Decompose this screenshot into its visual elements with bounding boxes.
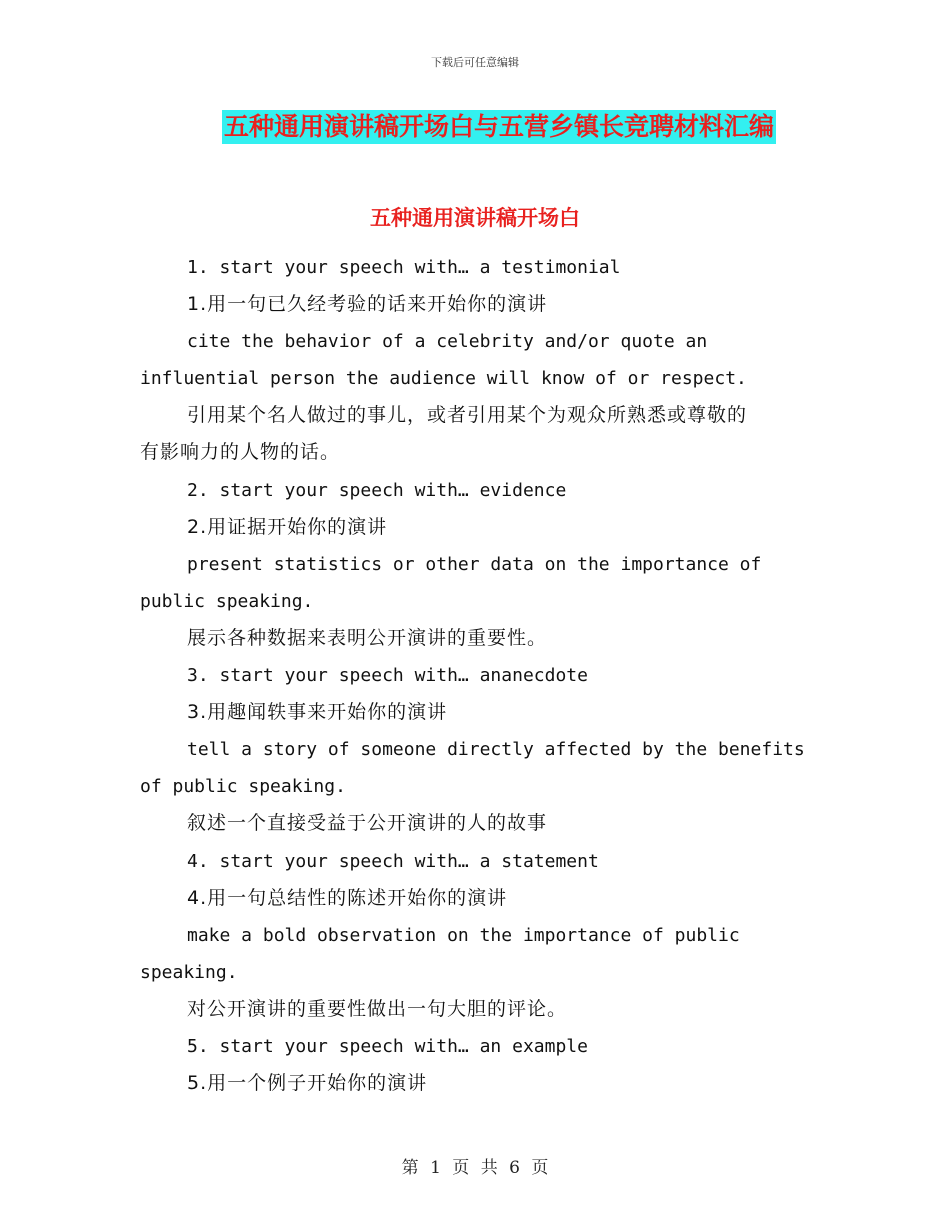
paragraph-line: 5.用一个例子开始你的演讲 xyxy=(187,1072,428,1095)
paragraph-line: 3. start your speech with… ananecdote xyxy=(187,665,588,687)
paragraph-line: 展示各种数据来表明公开演讲的重要性。 xyxy=(187,626,548,649)
page-header-note: 下载后可任意编辑 xyxy=(431,56,519,69)
paragraph-line: 5. start your speech with… an example xyxy=(187,1035,588,1057)
page-number-footer: 第 1 页 共 6 页 xyxy=(401,1158,549,1178)
paragraph-line: 4. start your speech with… a statement xyxy=(187,850,599,872)
paragraph-line: 2. start your speech with… evidence xyxy=(187,479,567,501)
paragraph-line: cite the behavior of a celebrity and/or quote an xyxy=(187,331,708,353)
paragraph-line: 3.用趣闻轶事来开始你的演讲 xyxy=(187,701,448,724)
paragraph-line: 有影响力的人物的话。 xyxy=(140,441,341,464)
paragraph-line: 1.用一句已久经考验的话来开始你的演讲 xyxy=(187,293,548,316)
paragraph-line: 2.用证据开始你的演讲 xyxy=(187,515,388,538)
paragraph-line: public speaking. xyxy=(140,590,314,612)
section-title: 五种通用演讲稿开场白 xyxy=(370,206,580,230)
paragraph-line: 引用某个名人做过的事儿，或者引用某个为观众所熟悉或尊敬的 xyxy=(187,404,748,427)
document-body xyxy=(140,249,820,1102)
paragraph-line: 对公开演讲的重要性做出一句大胆的评论。 xyxy=(187,997,568,1020)
document-title-container xyxy=(0,110,950,144)
paragraph-line: 叙述一个直接受益于公开演讲的人的故事 xyxy=(187,812,548,835)
paragraph-line: influential person the audience will know of or respect. xyxy=(140,368,747,390)
paragraph-line: of public speaking. xyxy=(140,776,346,798)
paragraph-line: 1. start your speech with… a testimonial xyxy=(187,257,621,278)
paragraph-line: present statistics or other data on the importance of xyxy=(187,553,762,575)
paragraph-line: tell a story of someone directly affected by the benefits xyxy=(187,739,805,761)
paragraph-line: speaking. xyxy=(140,961,238,983)
paragraph-line: 4.用一句总结性的陈述开始你的演讲 xyxy=(187,886,508,909)
paragraph-line: make a bold observation on the importance of public xyxy=(187,924,740,946)
document-title: 五种通用演讲稿开场白与五营乡镇长竞聘材料汇编 xyxy=(222,110,776,144)
